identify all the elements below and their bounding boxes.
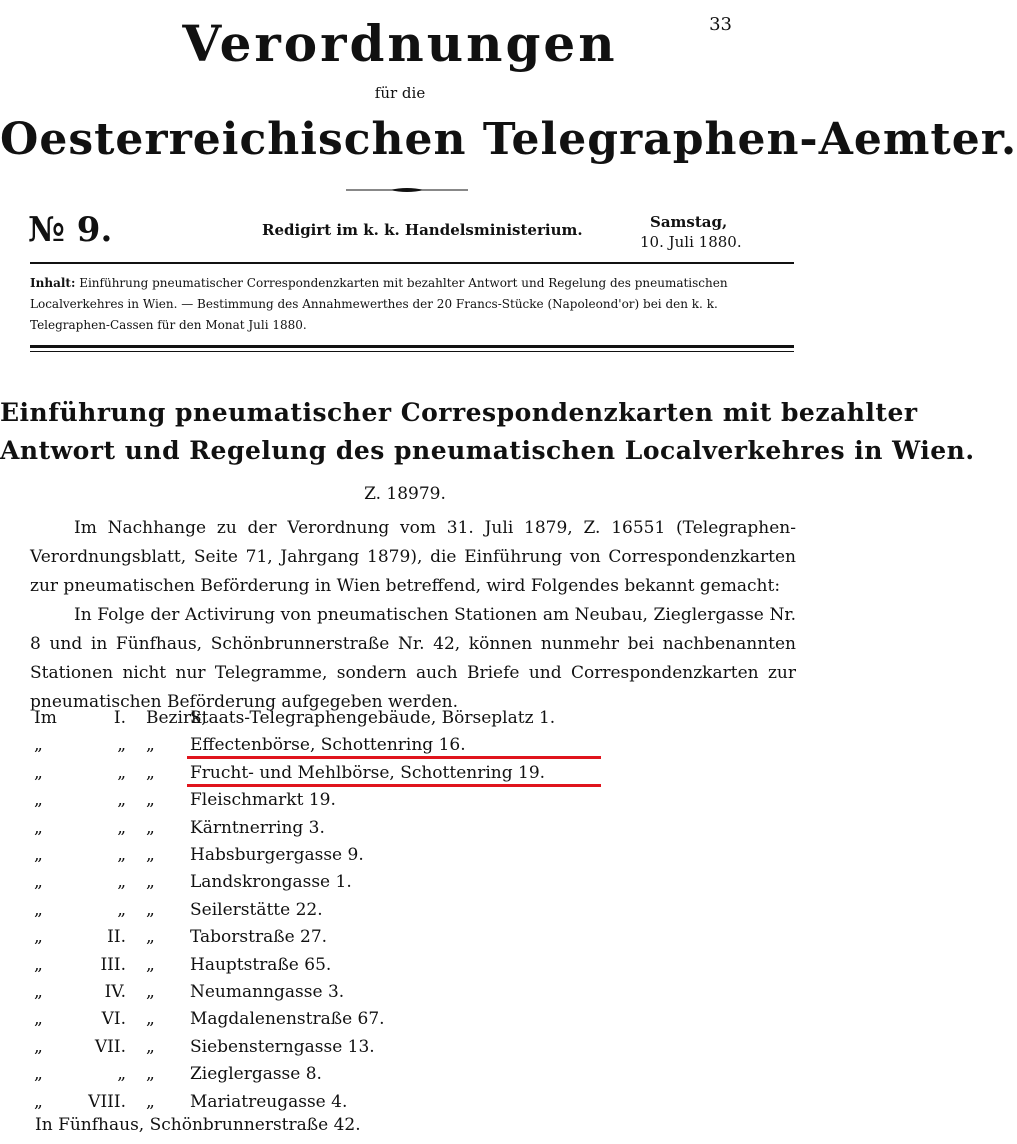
station-word: Bezirk,: [146, 708, 207, 728]
red-underline-1: [187, 756, 601, 759]
station-word: „: [146, 954, 155, 975]
station-location: Siebensterngasse 13.: [190, 1036, 375, 1057]
station-district: „: [117, 735, 126, 756]
station-prefix: „: [34, 872, 43, 893]
article-headline-line-1: Einführung pneumatischer Correspondenzkarten mit bezahlter: [0, 398, 918, 427]
station-location: Seilerstätte 22.: [190, 899, 323, 920]
double-rule-top: [30, 345, 794, 348]
header-rule: [30, 262, 794, 264]
issue-day: Samstag,: [650, 213, 728, 231]
red-underline-2: [187, 784, 601, 787]
station-district: I.: [113, 708, 126, 728]
masthead-title: Verordnungen: [182, 14, 618, 73]
station-location: Taborstraße 27.: [190, 927, 328, 948]
station-word: „: [146, 982, 155, 1002]
station-word: „: [146, 845, 155, 865]
station-prefix: „: [34, 1064, 43, 1085]
issue-number: № 9.: [28, 210, 113, 250]
station-district: „: [117, 872, 126, 893]
station-district: „: [117, 817, 126, 838]
station-location: Mariatreugasse 4.: [190, 1091, 348, 1112]
masthead-subtitle: für die: [374, 84, 426, 102]
ornament-divider: [346, 186, 468, 194]
station-district: VIII.: [88, 1091, 126, 1112]
station-district: III.: [100, 954, 126, 975]
station-word: „: [146, 790, 155, 811]
closing-line: In Fünfhaus, Schönbrunnerstraße 42.: [35, 1115, 361, 1135]
station-word: „: [146, 1064, 155, 1085]
reference-number: Z. 18979.: [364, 484, 446, 504]
station-district: „: [117, 762, 126, 783]
station-prefix: „: [34, 817, 43, 838]
station-district: „: [117, 899, 126, 920]
station-word: „: [146, 872, 155, 893]
article-body: [30, 514, 796, 717]
station-word: „: [146, 1036, 155, 1057]
station-district: „: [117, 790, 126, 811]
station-prefix: „: [34, 790, 43, 811]
station-prefix: „: [34, 1091, 43, 1112]
station-prefix: „: [34, 762, 43, 783]
station-location: Kärntnerring 3.: [190, 817, 325, 838]
station-location: Frucht- und Mehlbörse, Schottenring 19.: [190, 762, 546, 783]
station-word: „: [146, 762, 155, 783]
station-prefix: „: [34, 982, 43, 1002]
station-location: Magdalenenstraße 67.: [190, 1009, 385, 1030]
paragraph-2: In Folge der Activirung von pneumatischen Stationen am Neubau, Zieglergasse Nr. 8 und in Fünfhaus, Schönbrunnerstraße Nr. 42, können nunmehr bei nachbenannten Stationen nicht nur Telegramme, sondern auch Briefe und Correspondenzkarten zur pneumatischen Beförderung aufgegeben werden.: [30, 605, 796, 712]
station-district: VII.: [94, 1036, 126, 1057]
station-prefix: „: [34, 954, 43, 975]
station-district: IV.: [104, 982, 126, 1002]
station-prefix: „: [34, 735, 43, 756]
station-location: Fleischmarkt 19.: [190, 790, 336, 811]
contents-label: Inhalt:: [30, 276, 76, 290]
station-location: Neumanngasse 3.: [190, 982, 345, 1002]
station-location: Hauptstraße 65.: [190, 954, 332, 975]
double-rule-bottom: [30, 351, 794, 352]
article-headline-line-2: Antwort und Regelung des pneumatischen Localverkehres in Wien.: [0, 436, 975, 465]
station-word: „: [146, 927, 155, 948]
station-district: VI.: [101, 1009, 126, 1030]
station-location: Landskrongasse 1.: [190, 872, 352, 893]
station-prefix: „: [34, 927, 43, 948]
paragraph-1: Im Nachhange zu der Verordnung vom 31. Juli 1879, Z. 16551 (Telegraphen-Verordnungsblatt, Seite 71, Jahrgang 1879), die Einführung von Correspondenzkarten zur pneumatischen Beförderung in Wien betreffend, wird Folgendes bekannt gemacht:: [30, 518, 796, 596]
contents-text: Einführung pneumatischer Correspondenzkarten mit bezahlter Antwort und Regelung des pneumatischen Localverkehres in Wien. — Bestimmung des Annahmewerthes der 20 Francs-Stücke (Napoleond'or) bei den k. k. Telegraphen-Cassen für den Monat Juli 1880.: [30, 276, 728, 332]
masthead-name: Oesterreichischen Telegraphen-Aemter.: [0, 114, 1017, 165]
station-location: Staats-Telegraphengebäude, Börseplatz 1.: [190, 708, 556, 728]
station-prefix: „: [34, 1036, 43, 1057]
contents-block: [30, 273, 792, 336]
station-word: „: [146, 817, 155, 838]
station-word: „: [146, 735, 155, 756]
station-word: „: [146, 899, 155, 920]
station-district: „: [117, 1064, 126, 1085]
station-prefix: „: [34, 1009, 43, 1030]
station-prefix: Im: [34, 708, 57, 728]
page-number: 33: [709, 14, 732, 35]
issue-date: 10. Juli 1880.: [640, 233, 742, 251]
station-location: Habsburgergasse 9.: [190, 845, 364, 865]
station-district: II.: [107, 927, 126, 948]
station-word: „: [146, 1091, 155, 1112]
editorial-note: Redigirt im k. k. Handelsministerium.: [262, 221, 583, 239]
station-location: Effectenbörse, Schottenring 16.: [190, 735, 466, 756]
station-prefix: „: [34, 899, 43, 920]
station-prefix: „: [34, 845, 43, 865]
station-location: Zieglergasse 8.: [190, 1064, 322, 1085]
station-word: „: [146, 1009, 155, 1030]
station-district: „: [117, 845, 126, 865]
